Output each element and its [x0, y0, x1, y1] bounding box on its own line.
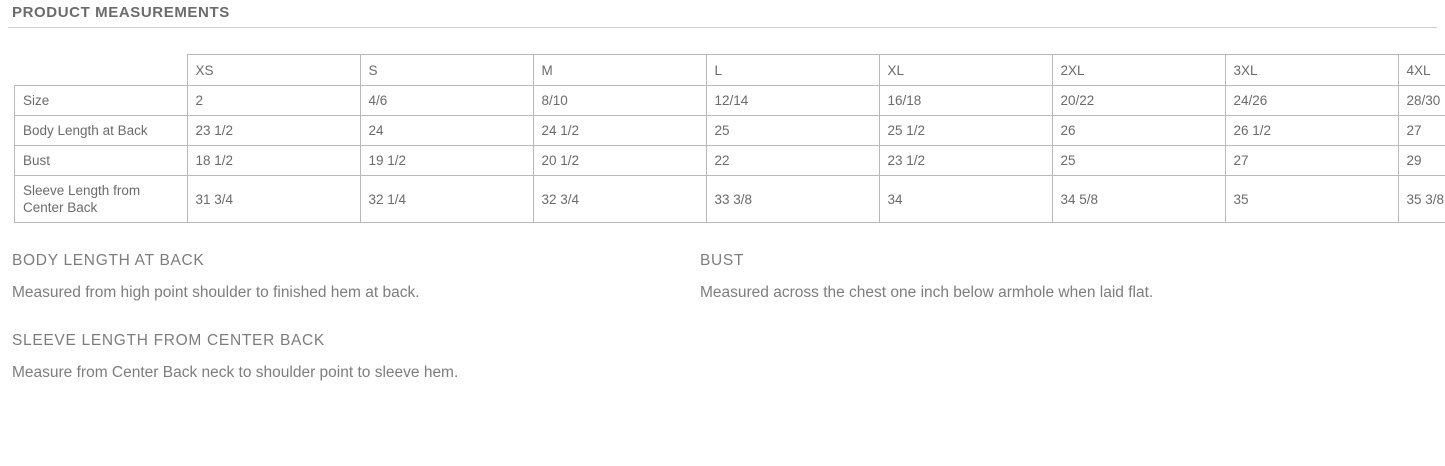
cell-body-length-3xl: 26 1/2 — [1225, 116, 1398, 146]
row-label-size: Size — [15, 86, 188, 116]
header-divider — [8, 27, 1437, 28]
table-corner-cell — [15, 55, 188, 86]
note-title: BUST — [700, 252, 745, 269]
cell-body-length-l: 25 — [706, 116, 879, 146]
cell-size-s: 4/6 — [360, 86, 533, 116]
column-header-3xl: 3XL — [1225, 55, 1398, 86]
cell-bust-4xl: 29 — [1398, 146, 1445, 176]
cell-body-length-4xl: 27 — [1398, 116, 1445, 146]
measurement-notes — [0, 252, 1445, 412]
measurements-table — [14, 54, 1445, 223]
cell-sleeve-length-xl: 34 — [879, 176, 1052, 223]
cell-sleeve-length-xs: 31 3/4 — [187, 176, 360, 223]
cell-bust-s: 19 1/2 — [360, 146, 533, 176]
cell-size-xs: 2 — [187, 86, 360, 116]
cell-bust-2xl: 25 — [1052, 146, 1225, 176]
table-row — [15, 86, 1445, 116]
cell-bust-3xl: 27 — [1225, 146, 1398, 176]
cell-bust-xl: 23 1/2 — [879, 146, 1052, 176]
cell-size-3xl: 24/26 — [1225, 86, 1398, 116]
table-header-row — [15, 55, 1445, 86]
note-text: Measure from Center Back neck to shoulder point to sleeve hem. — [12, 364, 459, 381]
note-title: BODY LENGTH AT BACK — [12, 252, 205, 269]
row-label-sleeve-length-from-center-back: Sleeve Length from Center Back — [15, 176, 188, 223]
cell-sleeve-length-3xl: 35 — [1225, 176, 1398, 223]
table-row — [15, 146, 1445, 176]
column-header-xs: XS — [187, 55, 360, 86]
row-label-bust: Bust — [15, 146, 188, 176]
note-bust — [700, 252, 1388, 302]
cell-sleeve-length-s: 32 1/4 — [360, 176, 533, 223]
cell-size-2xl: 20/22 — [1052, 86, 1225, 116]
note-text: Measured across the chest one inch below armhole when laid flat. — [700, 284, 1154, 301]
cell-size-l: 12/14 — [706, 86, 879, 116]
table-row — [15, 176, 1445, 223]
cell-sleeve-length-m: 32 3/4 — [533, 176, 706, 223]
cell-body-length-s: 24 — [360, 116, 533, 146]
note-title: SLEEVE LENGTH FROM CENTER BACK — [12, 332, 325, 349]
cell-size-m: 8/10 — [533, 86, 706, 116]
cell-sleeve-length-4xl: 35 3/8 — [1398, 176, 1445, 223]
column-header-4xl: 4XL — [1398, 55, 1445, 86]
page-header — [0, 0, 1445, 28]
cell-bust-l: 22 — [706, 146, 879, 176]
note-sleeve-length-from-center-back — [12, 332, 700, 382]
cell-sleeve-length-2xl: 34 5/8 — [1052, 176, 1225, 223]
column-header-m: M — [533, 55, 706, 86]
cell-body-length-xs: 23 1/2 — [187, 116, 360, 146]
table-row — [15, 116, 1445, 146]
cell-bust-m: 20 1/2 — [533, 146, 706, 176]
column-header-2xl: 2XL — [1052, 55, 1225, 86]
cell-size-4xl: 28/30 — [1398, 86, 1445, 116]
column-header-l: L — [706, 55, 879, 86]
page-title: PRODUCT MEASUREMENTS — [12, 4, 230, 21]
column-header-s: S — [360, 55, 533, 86]
column-header-xl: XL — [879, 55, 1052, 86]
cell-body-length-m: 24 1/2 — [533, 116, 706, 146]
cell-bust-xs: 18 1/2 — [187, 146, 360, 176]
row-label-body-length-at-back: Body Length at Back — [15, 116, 188, 146]
cell-size-xl: 16/18 — [879, 86, 1052, 116]
cell-body-length-2xl: 26 — [1052, 116, 1225, 146]
note-body-length-at-back — [12, 252, 700, 302]
note-text: Measured from high point shoulder to finished hem at back. — [12, 284, 420, 301]
cell-sleeve-length-l: 33 3/8 — [706, 176, 879, 223]
cell-body-length-xl: 25 1/2 — [879, 116, 1052, 146]
